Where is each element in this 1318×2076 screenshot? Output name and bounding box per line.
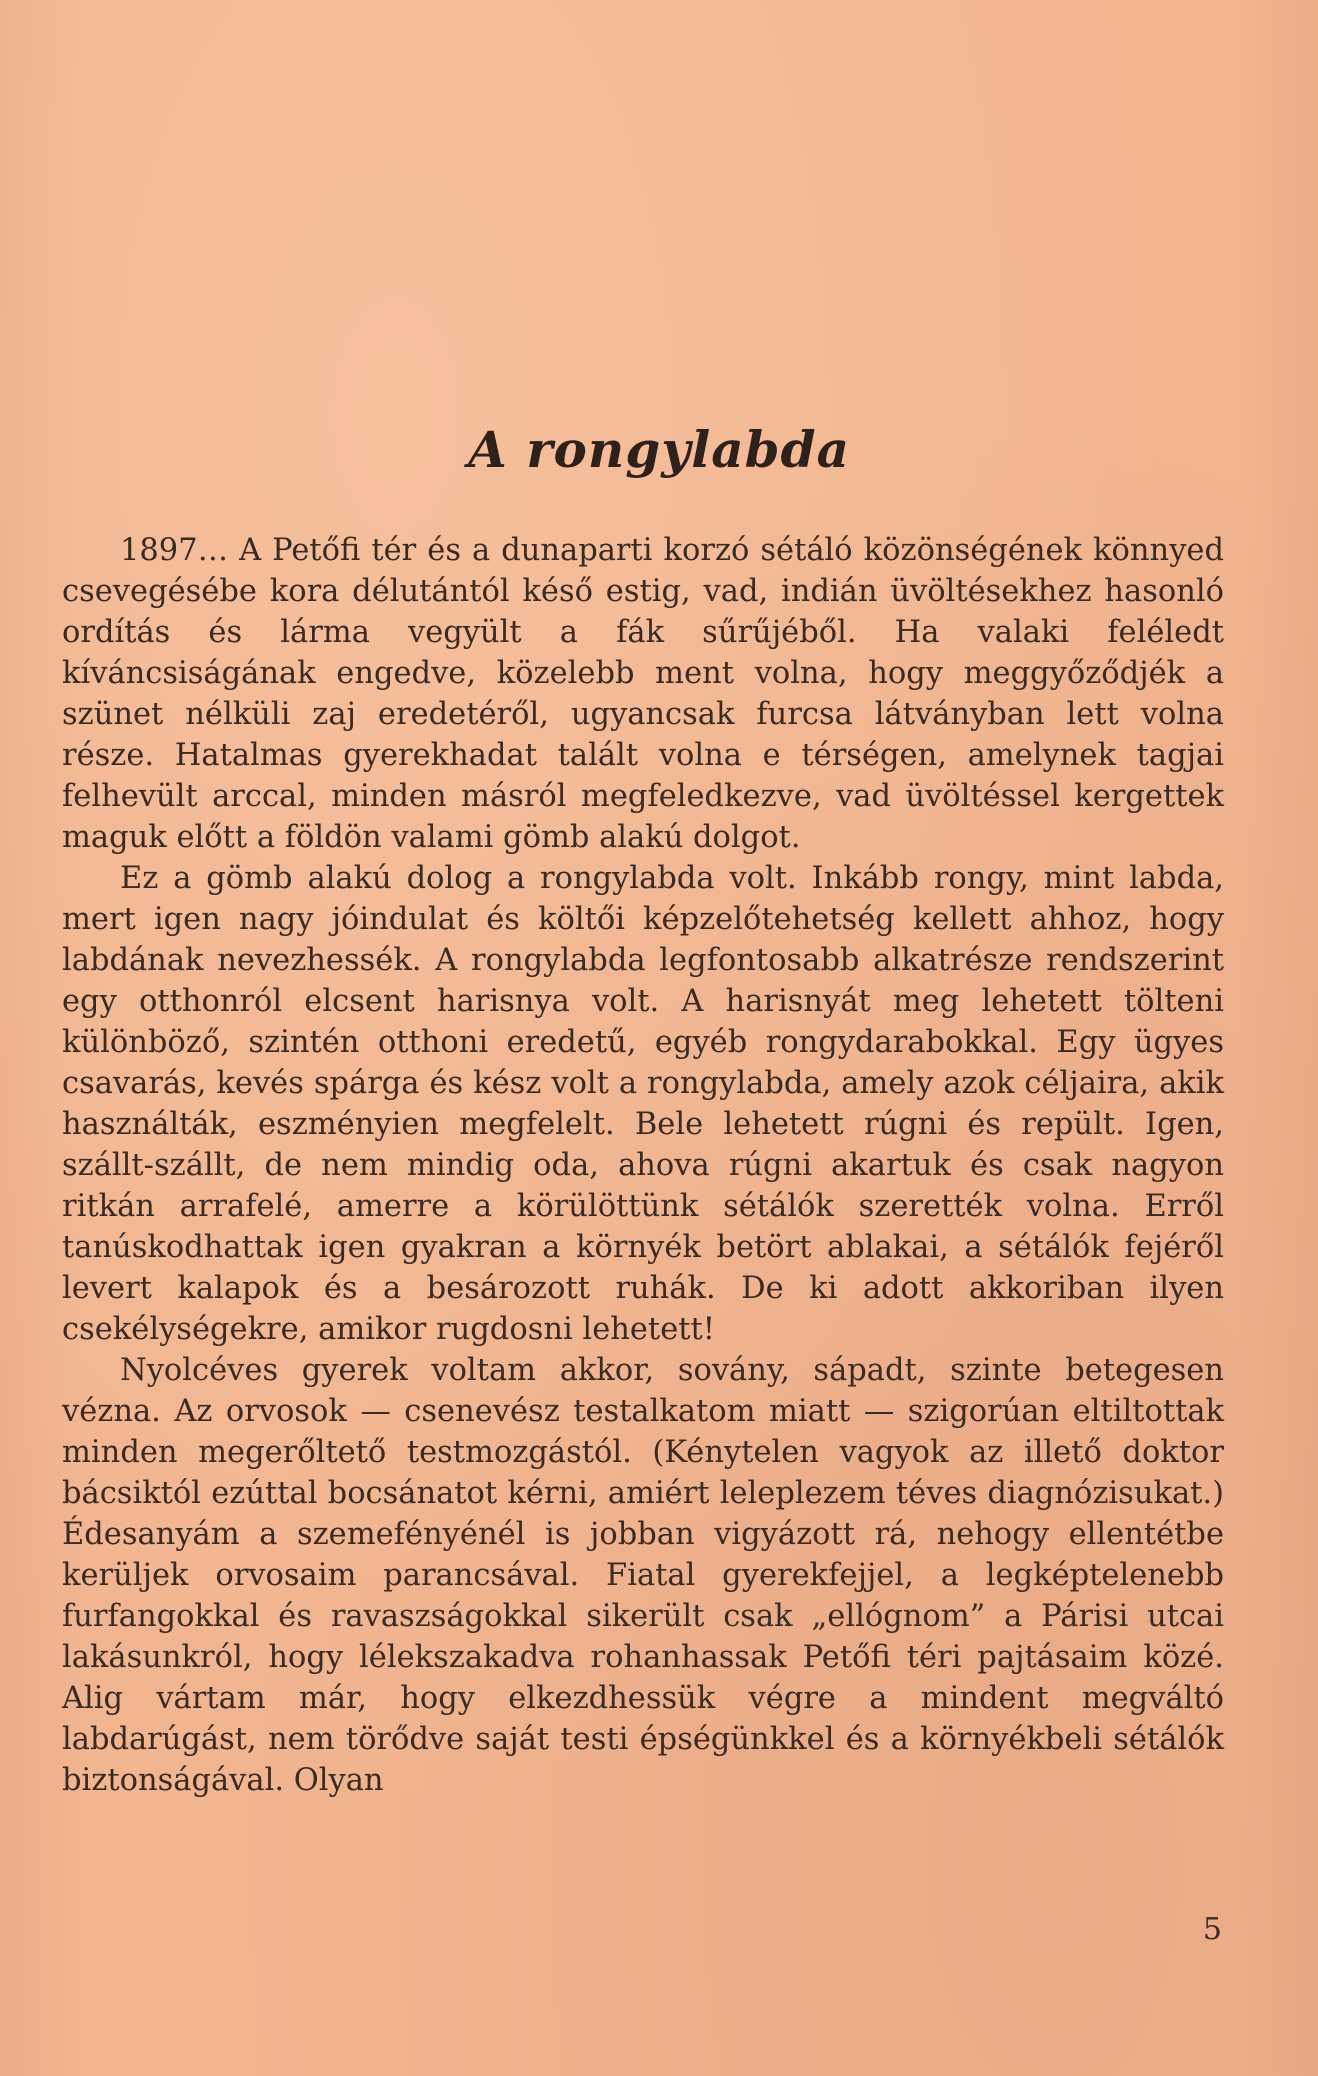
- page-number: 5: [1202, 1912, 1222, 1947]
- paragraph-2: Ez a gömb alakú dolog a rongylabda volt. Inkább rongy, mint labda, mert igen nagy jóindulat és költői képzelőtehetség kellett ahhoz, hogy labdának nevezhessék. A rongylabda legfontosabb alkatrésze rendszerint egy otthonról elcsent harisnya volt. A harisnyát meg lehetett tölteni különböző, szintén otthoni eredetű, egyéb rongydarabokkal. Egy ügyes csavarás, kevés spárga és kész volt a rongylabda, amely azok céljaira, akik használták, eszményien megfelelt. Bele lehetett rúgni és repült. Igen, szállt-szállt, de nem mindig oda, ahova rúgni akartuk és csak nagyon ritkán arrafelé, amerre a körülöttünk sétálók szerették volna. Erről tanúskodhattak igen gyakran a környék betört ablakai, a sétálók fejéről levert kalapok és a besározott ruhák. De ki adott akkoriban ilyen csekélységekre, amikor rugdosni lehetett!: [62, 861, 1224, 1347]
- chapter-title: A rongylabda: [468, 420, 850, 479]
- paragraph-3: Nyolcéves gyerek voltam akkor, sovány, sápadt, szinte betegesen vézna. Az orvosok — csenevész testalkatom miatt — szigorúan eltiltottak minden megerőltető testmozgástól. (Kénytelen vagyok az illető doktor bácsiktól ezúttal bocsánatot kérni, amiért leleplezem téves diagnózisukat.) Édesanyám a szemefényénél is jobban vigyázott rá, nehogy ellentétbe kerüljek orvosaim parancsával. Fiatal gyerekfejjel, a legképtelenebb furfangokkal és ravaszságokkal sikerült csak „ellógnom” a Párisi utcai lakásunkról, hogy lélekszakadva rohanhassak Petőfi téri pajtásaim közé. Alig vártam már, hogy elkezdhessük végre a mindent megváltó labdarúgást, nem törődve saját testi épségünkkel és a környékbeli sétálók biztonságával. Olyan: [62, 1353, 1224, 1798]
- paragraph-1: 1897… A Petőfi tér és a dunaparti korzó sétáló közönségének könnyed csevegésébe kora délutántól késő estig, vad, indián üvöltésekhez hasonló ordítás és lárma vegyült a fák sűrűjéből. Ha valaki feléledt kíváncsiságának engedve, közelebb ment volna, hogy meggyőződjék a szünet nélküli zaj eredetéről, ugyancsak furcsa látványban lett volna része. Hatalmas gyerekhadat talált volna e térségen, amelynek tagjai felhevült arccal, minden másról megfeledkezve, vad üvöltéssel kergettek maguk előtt a földön valami gömb alakú dolgot.: [62, 533, 1224, 855]
- body-text: [62, 530, 1224, 1801]
